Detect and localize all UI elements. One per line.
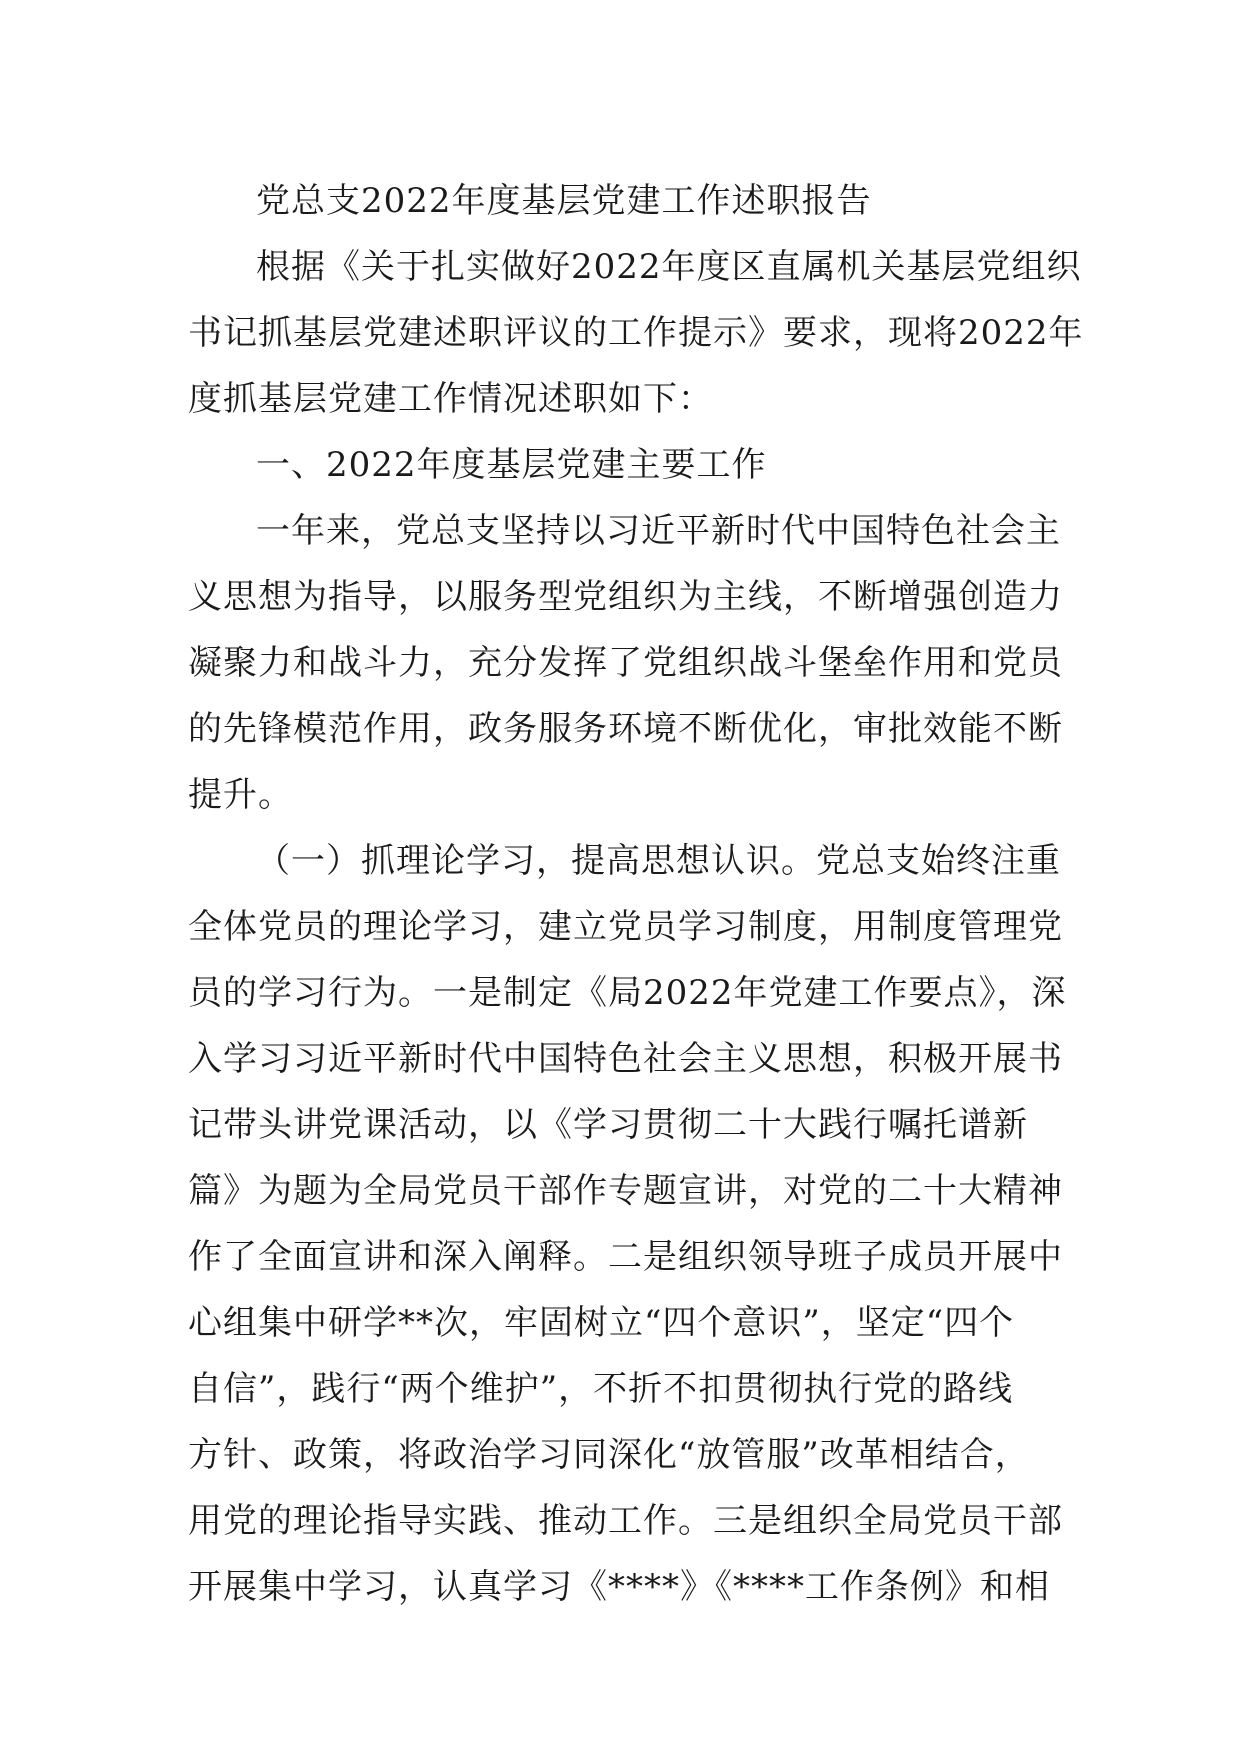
paragraph-line: 方针、政策，将政治学习同深化“放管服”改革相结合， bbox=[188, 1435, 1030, 1475]
paragraph-line: 用党的理论指导实践、推动工作。三是组织全局党员干部 bbox=[188, 1501, 1063, 1541]
paragraph-line: 凝聚力和战斗力，充分发挥了党组织战斗堡垒作用和党员 bbox=[188, 643, 1063, 683]
document-body bbox=[188, 168, 1084, 1620]
paragraph-line: 入学习习近平新时代中国特色社会主义思想，积极开展书 bbox=[188, 1039, 1063, 1079]
document-title: 党总支2022年度基层党建工作述职报告 bbox=[256, 181, 872, 221]
paragraph-line: 心组集中研学**次，牢固树立“四个意识”，坚定“四个 bbox=[188, 1303, 1015, 1343]
paragraph-line: 篇》为题为全局党员干部作专题宣讲，对党的二十大精神 bbox=[188, 1171, 1063, 1211]
paragraph-line: 员的学习行为。一是制定《局2022年党建工作要点》，深 bbox=[188, 973, 1067, 1013]
paragraph-line: 自信”，践行“两个维护”，不折不扣贯彻执行党的路线 bbox=[188, 1369, 1014, 1409]
paragraph-line: 全体党员的理论学习，建立党员学习制度，用制度管理党 bbox=[188, 907, 1063, 947]
subsection-line: （一）抓理论学习，提高思想认识。党总支始终注重 bbox=[256, 841, 1061, 881]
paragraph-line: 的先锋模范作用，政务服务环境不断优化，审批效能不断 bbox=[188, 709, 1063, 749]
paragraph-line: 义思想为指导，以服务型党组织为主线，不断增强创造力 bbox=[188, 577, 1063, 617]
paragraph-line: 开展集中学习，认真学习《****》《****工作条例》和相 bbox=[188, 1567, 1050, 1607]
paragraph-line: 提升。 bbox=[188, 775, 293, 815]
paragraph-line: 度抓基层党建工作情况述职如下： bbox=[188, 379, 713, 419]
paragraph-line: 记带头讲党课活动，以《学习贯彻二十大践行嘱托谱新 bbox=[188, 1105, 1028, 1145]
section-heading: 一、2022年度基层党建主要工作 bbox=[256, 445, 767, 485]
paragraph-line: 根据《关于扎实做好2022年度区直属机关基层党组织 bbox=[256, 247, 1082, 287]
paragraph-line: 作了全面宣讲和深入阐释。二是组织领导班子成员开展中 bbox=[188, 1237, 1063, 1277]
paragraph-line: 书记抓基层党建述职评议的工作提示》要求，现将2022年 bbox=[188, 313, 1084, 353]
paragraph-line: 一年来，党总支坚持以习近平新时代中国特色社会主 bbox=[256, 511, 1061, 551]
